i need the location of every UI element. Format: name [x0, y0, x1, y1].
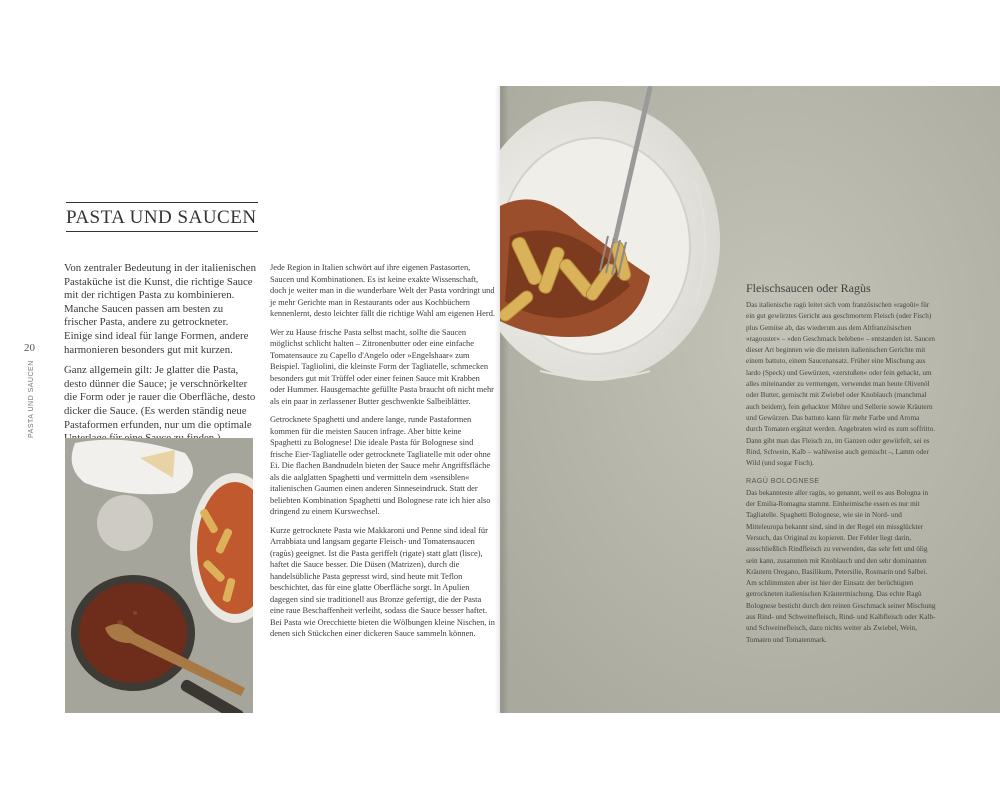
chapter-title: PASTA UND SAUCEN	[66, 202, 258, 232]
body-paragraph: Jede Region in Italien schwört auf ihre eigenen Pastasorten, Saucen und Kombinationen. Es ist keine exakte Wissenschaft, doch je weiter man in die wunderbare Welt der Pasta vordringt und je mehr Gerichte man in Restaurants oder aus Kochbüchern kennenlernt, desto leichter fällt die richtige Wahl am eigenen Herd.	[270, 263, 495, 318]
pasta-plate-image	[500, 86, 730, 391]
body-paragraph: Kurze getrocknete Pasta wie Makkaroni und Penne sind ideal für Arrabbiata und langsam gegarte Fleisch- und Tomatensaucen (ragùs) geeignet. Ist die Pasta geriffelt (rigate) statt glatt (lisce), haftet die Sauce besser. Die Düsen (Matrizen), durch die handelsübliche Pasta gepresst wird, sind heute mit Teflon beschichtet, das für eine glatte Oberfläche sorgt. In Apulien dagegen sind sie traditionell aus Bronze gefertigt, die der Pasta eine raue Beschaffenheit verleiht, sodass die Sauce besser haftet. Bei Pasta wie Orecchiette bieten die Wölbungen kleine Nischen, in denen sich Stückchen einer dickeren Sauce sammeln können.	[270, 525, 495, 638]
intro-paragraph: Ganz allgemein gilt: Je glatter die Pasta, desto dünner die Sauce; je verschnörkelter die Form oder je rauer die Oberfläche, desto dicker die Sauce. (Es werden ständig neue Pastaformen erfunden, nur um die optimale	[64, 364, 256, 431]
body-paragraph: Wer zu Hause frische Pasta selbst macht, sollte die Saucen möglichst schlicht halten – Zitronenbutter oder eine einfache Tomatensauce zu Capello d'Angelo oder »Engelshaar« zum Beispiel. Tagliolini, die kleinste Form der Tagliatelle, schmecken besonders gut mit Trüffel oder einer feinen Sauce mit Krabben oder Hummer. Hausgemachte gefüllte Pasta braucht oft nicht mehr als ein paar in zerlassener Butter geschwenkte Salbeiblätter.	[270, 327, 494, 406]
section-heading: Fleischsaucen oder Ragùs	[746, 281, 871, 295]
right-body-text	[746, 300, 936, 652]
body-paragraph: Das bekannteste aller ragùs, so genannt, weil es aus Bologna in der Emilia-Romagna stammt. Einheimische essen es nur mit Tagliatelle. Spaghetti Bolognese, wie sie in Nord- und Mitteleuropa bekannt sind, sind in der Regel ein missglückter Versuch, das Original zu kopieren. Der Fehler liegt darin, ausschließlich Rindfleisch zu verwenden, das sehr fett und ölig sein kann, zusammen mit Knoblauch und den sehr dominanten Kräutern Oregano, Basilikum, Petersilie, Rosmarin und Salbei. Am schlimmsten aber ist hier der Einsatz der berüchtigten getrockneten italienischen Kräutermischung. Das echte Ragù Bolognese besticht durch den reinen Geschmack seiner Mischung aus Rind- und Schweinefleisch, Rind- und Kalbfleisch oder Kalb- und Schweinefleisch, dazu nichts weiter als Zwiebel, Wein, Tomaten und Tomatenmark.	[746, 488, 936, 644]
running-head: PASTA UND SAUCEN	[28, 360, 35, 438]
body-paragraph: Das italienische ragù leitet sich vom französischen »ragoût« für ein gut gewürztes Gericht aus geschmortem Fleisch (oder Fisch) plus Gemüse ab, das wiederum aus dem Altfranzösischen »ragouster« – »den Geschmack beleben« – entstanden ist. Saucen dieser Art beginnen wie die meisten italienischen Gerichte mit einem battuto, einem Saucenansatz. Früher eine Mischung aus lardo (Speck) und Gewürzen, »zerstoßen« oder fein gehackt, um alles miteinander zu vermengen, verwendet man heute Olivenöl oder Butter, gemischt mit Zwiebel oder Knoblauch (manchmal auch beidem), fein gehackter Möhre und Sellerie sowie Kräutern und Gewürzen. Das battuto kann für mehr Farbe und Aroma durch Tomaten ergänzt werden. Angebraten wird es zum soffritto. Dann gibt man das Fleisch zu, im Ganzen oder gewürfelt, sei es Rind, Schwein, Kalb – wahlweise auch gemischt –, Lamm oder Wild (und sogar Fisch).	[746, 301, 936, 468]
body-paragraph: Getrocknete Spaghetti und andere lange, runde Pastaformen kommen für die meisten Saucen infrage. Aber bitte keine Spaghetti zu Bolognese! Die ideale Pasta für Bolognese sind frische Eier-Tagliatelle oder getrocknete Tagliatelle mit oder ohne Ei. Die flachen Bandnudeln bieten der Sauce mehr Angriffsfläche als die aalglatten Spaghetti und vermitteln dem »sensiblen« italienischen Gaumen einen anderen Sinneseindruck. Statt der beliebten Kombination Spaghetti und Bolognese rate ich hier also dringend zu einem Kurswechsel.	[270, 415, 491, 516]
body-column	[270, 262, 495, 647]
page-number: 20	[24, 342, 35, 354]
intro-text	[64, 262, 256, 453]
sauce-pan-image	[65, 438, 253, 713]
intro-paragraph: Von zentraler Bedeutung in der italienischen Pastaküche ist die Kunst, die richtige Sauce mit der richtigen Pasta zu kombinieren. Manche Saucen passen am besten zu frischer Pasta, andere zu getrockneter. Einige sind ideal für lange Formen, andere harmonieren besonders gut mit kurzen.	[64, 262, 256, 356]
subheading: RAGÙ BOLOGNESE	[746, 476, 820, 486]
